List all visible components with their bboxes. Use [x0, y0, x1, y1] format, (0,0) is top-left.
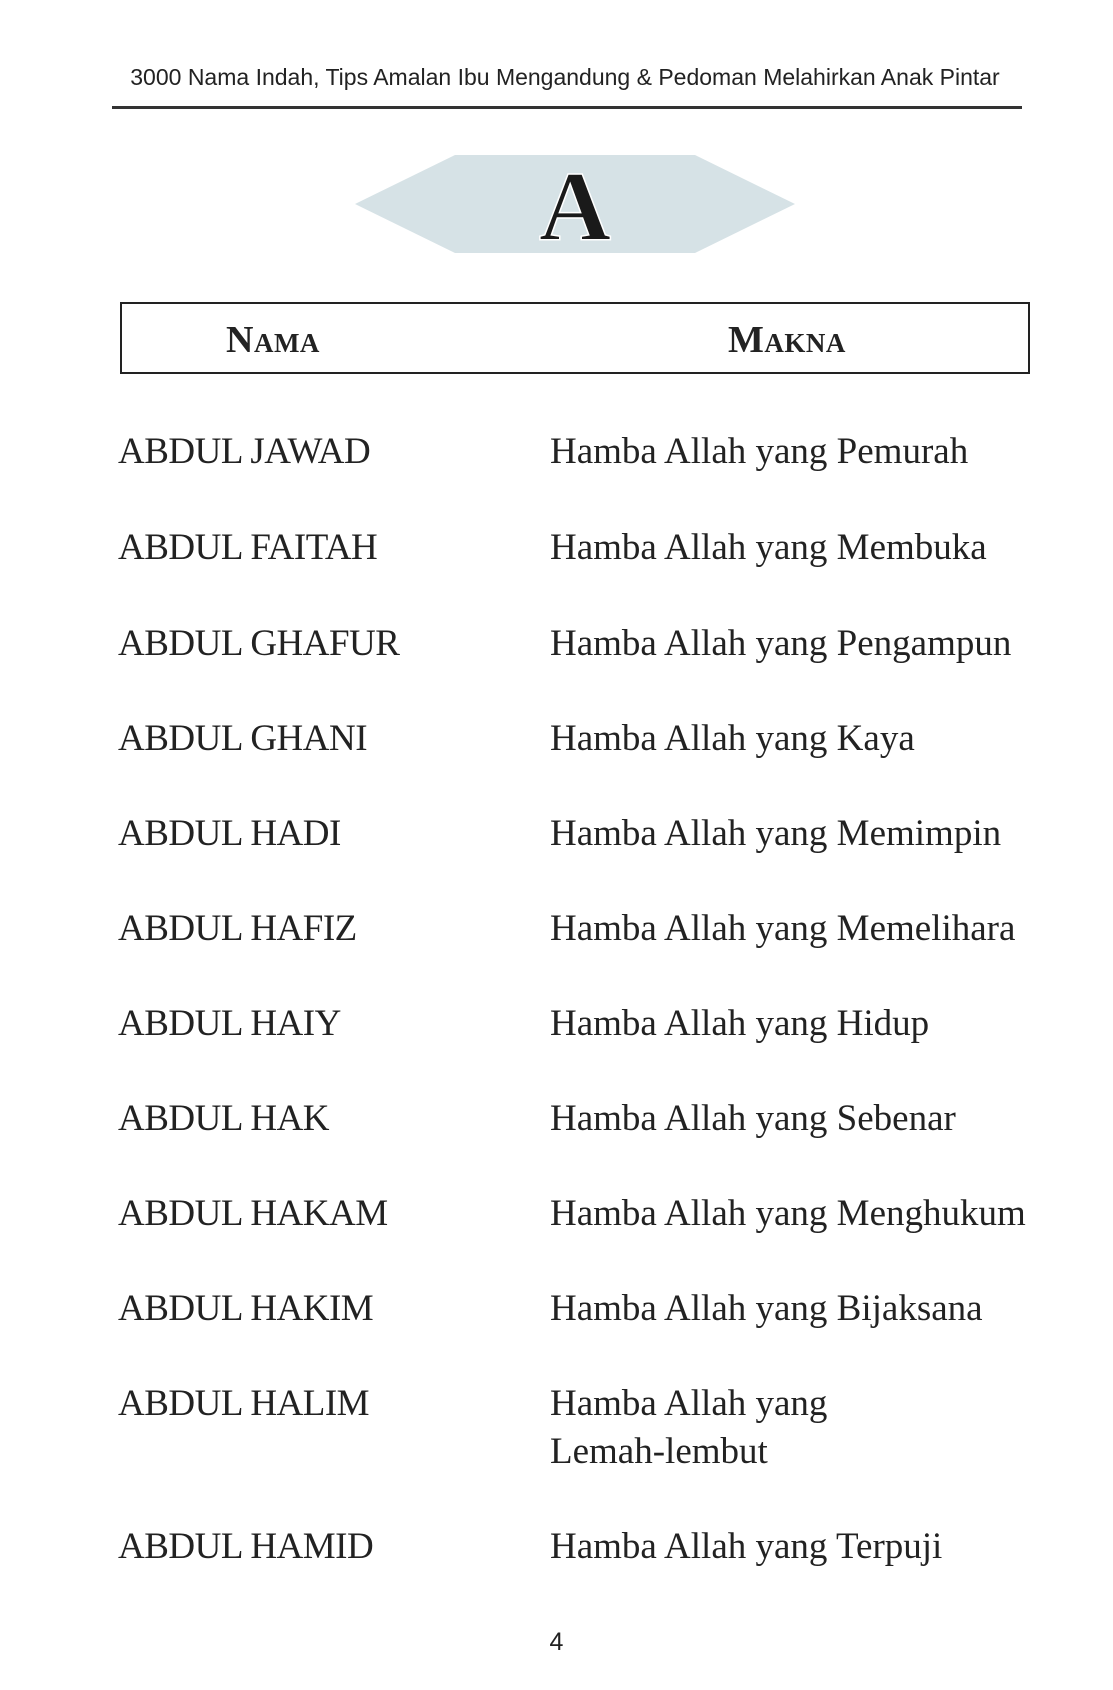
meaning-cell: Hamba Allah yang Membuka [550, 527, 987, 568]
column-header-box [120, 302, 1030, 374]
letter-banner-graphic [355, 152, 795, 256]
meaning-cell: Hamba Allah yang Terpuji [550, 1526, 943, 1567]
running-header: 3000 Nama Indah, Tips Amalan Ibu Mengandung & Pedoman Melahirkan Anak Pintar [130, 64, 1000, 90]
name-cell: ABDUL HALIM [118, 1383, 370, 1424]
meaning-cell: Hamba Allah yang Sebenar [550, 1098, 956, 1139]
meaning-cell: Hamba Allah yang Memelihara [550, 908, 1016, 949]
column-header-meaning: Makna [728, 319, 846, 361]
name-cell: ABDUL HADI [118, 813, 341, 854]
meaning-cell: Hamba Allah yang Lemah-lembut [550, 1383, 828, 1472]
meaning-cell: Hamba Allah yang Kaya [550, 718, 915, 759]
section-letter-banner [355, 152, 795, 256]
meaning-cell: Hamba Allah yang Menghukum [550, 1193, 1026, 1234]
name-cell: ABDUL HAFIZ [118, 908, 357, 949]
name-cell: ABDUL HAKAM [118, 1193, 388, 1234]
name-cell: ABDUL HAKIM [118, 1288, 374, 1329]
name-cell: ABDUL GHANI [118, 718, 368, 759]
meaning-cell: Hamba Allah yang Pengampun [550, 623, 1012, 664]
page-number: 4 [549, 1628, 564, 1656]
name-cell: ABDUL HAIY [118, 1003, 341, 1044]
meaning-cell: Hamba Allah yang Memimpin [550, 813, 1002, 854]
name-cell: ABDUL HAK [118, 1098, 329, 1139]
column-header-name: Nama [226, 319, 320, 361]
meaning-cell: Hamba Allah yang Pemurah [550, 431, 969, 472]
header-rule [112, 106, 1022, 109]
meaning-cell: Hamba Allah yang Bijaksana [550, 1288, 983, 1329]
name-cell: ABDUL FAITAH [118, 527, 378, 568]
name-cell: ABDUL GHAFUR [118, 623, 400, 664]
section-letter: A [538, 152, 612, 256]
name-cell: ABDUL HAMID [118, 1526, 374, 1567]
name-cell: ABDUL JAWAD [118, 431, 371, 472]
meaning-cell: Hamba Allah yang Hidup [550, 1003, 930, 1044]
